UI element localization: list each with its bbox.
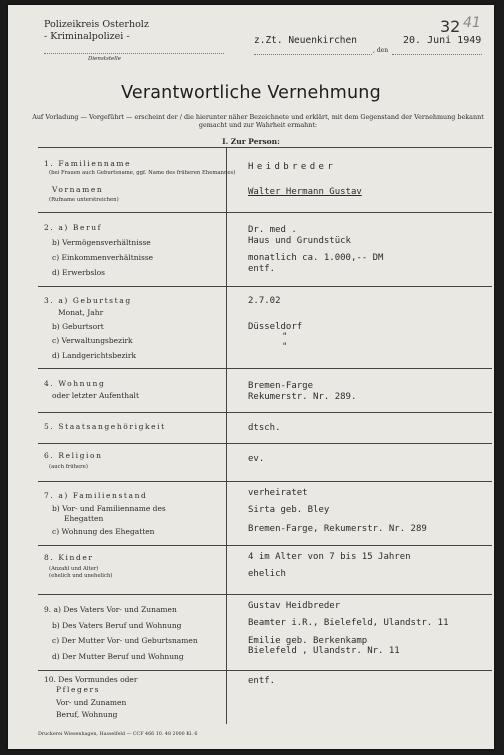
page-mark-handwritten: 41 <box>463 15 481 31</box>
form-row-1 <box>38 148 492 213</box>
den-label: , den <box>373 47 389 54</box>
label-familienname: 1. Familienname <box>44 159 132 168</box>
value-mutter-name: Emilie geb. Berkenkamp <box>248 636 368 646</box>
label-staatsangehoerigkeit: 5. Staatsangehörigkeit <box>44 422 166 431</box>
form-row-3 <box>38 286 492 369</box>
label-vormund-beruf: Beruf, Wohnung <box>56 710 118 719</box>
label-mutter-name: c) Der Mutter Vor- und Geburtsnamen <box>52 636 198 645</box>
value-mutter-beruf: Bielefeld , Ulandstr. Nr. 11 <box>248 646 400 656</box>
label-verwaltungsbezirk: c) Verwaltungsbezirk <box>52 336 133 345</box>
value-ehegatte-wohnung: Bremen-Farge, Rekumerstr. Nr. 289 <box>248 524 427 534</box>
intro-text: Auf Vorladung — Vorgeführt — erscheint der / die hierunter näher Bezeichnete und erklärt, mit dem Gegenstand der Vernehmung bekannt gemacht und zur Wahrheit ermahnt: <box>32 113 484 129</box>
value-vornamen: Walter Hermann Gustav <box>248 187 362 197</box>
label-religion-note: (auch frühere) <box>49 464 88 470</box>
label-vater-name: 9. a) Des Vaters Vor- und Zunamen <box>44 605 177 614</box>
section-heading: I. Zur Person: <box>222 137 280 146</box>
form-row-5 <box>38 412 492 444</box>
form-row-2 <box>38 212 492 287</box>
label-mutter-beruf: d) Der Mutter Beruf und Wohnung <box>52 652 184 661</box>
value-familienstand: verheiratet <box>248 488 308 498</box>
document-page <box>8 5 494 749</box>
value-vermoegen: Haus und Grundstück <box>248 236 351 246</box>
authority-line-1: Polizeikreis Osterholz <box>44 19 149 30</box>
label-ehegatten: Ehegatten <box>64 514 104 523</box>
label-einkommen: c) Einkommenverhältnisse <box>52 253 154 262</box>
value-geburtstag: 2.7.02 <box>248 296 281 306</box>
value-vater-beruf: Beamter i.R., Bielefeld, Ulandstr. 11 <box>248 618 449 628</box>
form-row-4 <box>38 368 492 413</box>
label-kinder-anzahl: (Anzahl und Alter) <box>49 566 99 572</box>
document-title: Verantwortliche Vernehmung <box>121 83 381 103</box>
label-aufenthalt: oder letzter Aufenthalt <box>52 391 139 400</box>
label-landgerichtsbezirk: d) Landgerichtsbezirk <box>52 351 137 360</box>
label-beruf: 2. a) Beruf <box>44 223 103 232</box>
authority-line-2: - Kriminalpolizei - <box>44 31 130 42</box>
value-vormund: entf. <box>248 676 276 686</box>
form-row-7 <box>38 481 492 546</box>
label-familienname-note: (bei Frauen auch Geburtsname, ggf. Name des früheren Ehemannes) <box>49 170 236 176</box>
value-einkommen: monatlich ca. 1.000,-- DM <box>248 253 384 263</box>
value-religion: ev. <box>248 454 265 464</box>
value-geburtsort: Düsseldorf <box>248 322 303 332</box>
label-familienstand: 7. a) Familienstand <box>44 491 148 500</box>
value-familienname: Heidbreder <box>248 162 337 172</box>
printer-imprint: Druckerei Wiesenhagen, Hasselfeld — CCF 466 10. 48 2000 Kl. 6 <box>38 732 198 737</box>
form-row-9 <box>38 594 492 671</box>
label-erwerbslos: d) Erwerbslos <box>52 268 106 277</box>
label-vormund: 10. Des Vormundes oder <box>44 675 138 684</box>
value-beruf: Dr. med . <box>248 225 297 235</box>
label-religion: 6. Religion <box>44 451 103 460</box>
label-vornamen-note: (Rufname unterstreichen) <box>49 197 119 203</box>
value-landgerichtsbezirk: " <box>282 342 288 352</box>
value-staatsangehoerigkeit: dtsch. <box>248 423 281 433</box>
form-row-8 <box>38 545 492 595</box>
label-ehegatte-name: b) Vor- und Familienname des <box>52 504 166 513</box>
label-monat-jahr: Monat, Jahr <box>58 308 104 317</box>
label-pfleger: Pflegers <box>56 685 101 694</box>
value-wohnung-strasse: Rekumerstr. Nr. 289. <box>248 392 357 402</box>
authority-block <box>44 19 149 43</box>
value-ehegatte-name: Sirta geb. Bley <box>248 505 330 515</box>
dienststelle-label: Dienststelle <box>88 56 122 62</box>
label-vater-beruf: b) Des Vaters Beruf und Wohnung <box>52 621 182 630</box>
label-geburtsort: b) Geburtsort <box>52 322 104 331</box>
place-text: z.Zt. Neuenkirchen <box>254 35 357 46</box>
date-text: 20. Juni 1949 <box>403 35 482 46</box>
label-ehegatte-wohnung: c) Wohnung des Ehegatten <box>52 527 155 536</box>
label-wohnung: 4. Wohnung <box>44 379 106 388</box>
value-erwerbslos: entf. <box>248 264 276 274</box>
label-geburtstag: 3. a) Geburtstag <box>44 296 132 305</box>
value-vater-name: Gustav Heidbreder <box>248 601 341 611</box>
form-row-10 <box>38 670 492 724</box>
value-wohnung-ort: Bremen-Farge <box>248 381 314 391</box>
label-vermoegen: b) Vermögensverhältnisse <box>52 238 151 247</box>
value-kinder-ehelich: ehelich <box>248 569 286 579</box>
person-form-table <box>38 147 492 719</box>
page-number: 32 <box>440 17 461 36</box>
value-kinder: 4 im Alter von 7 bis 15 Jahren <box>248 552 411 562</box>
label-kinder-ehelich: (ehelich und unehelich) <box>49 573 113 579</box>
value-verwaltungsbezirk: " <box>282 332 288 342</box>
label-kinder: 8. Kinder <box>44 553 94 562</box>
label-vornamen: Vornamen <box>52 185 104 194</box>
label-vormund-name: Vor- und Zunamen <box>56 698 127 707</box>
form-row-6 <box>38 443 492 482</box>
